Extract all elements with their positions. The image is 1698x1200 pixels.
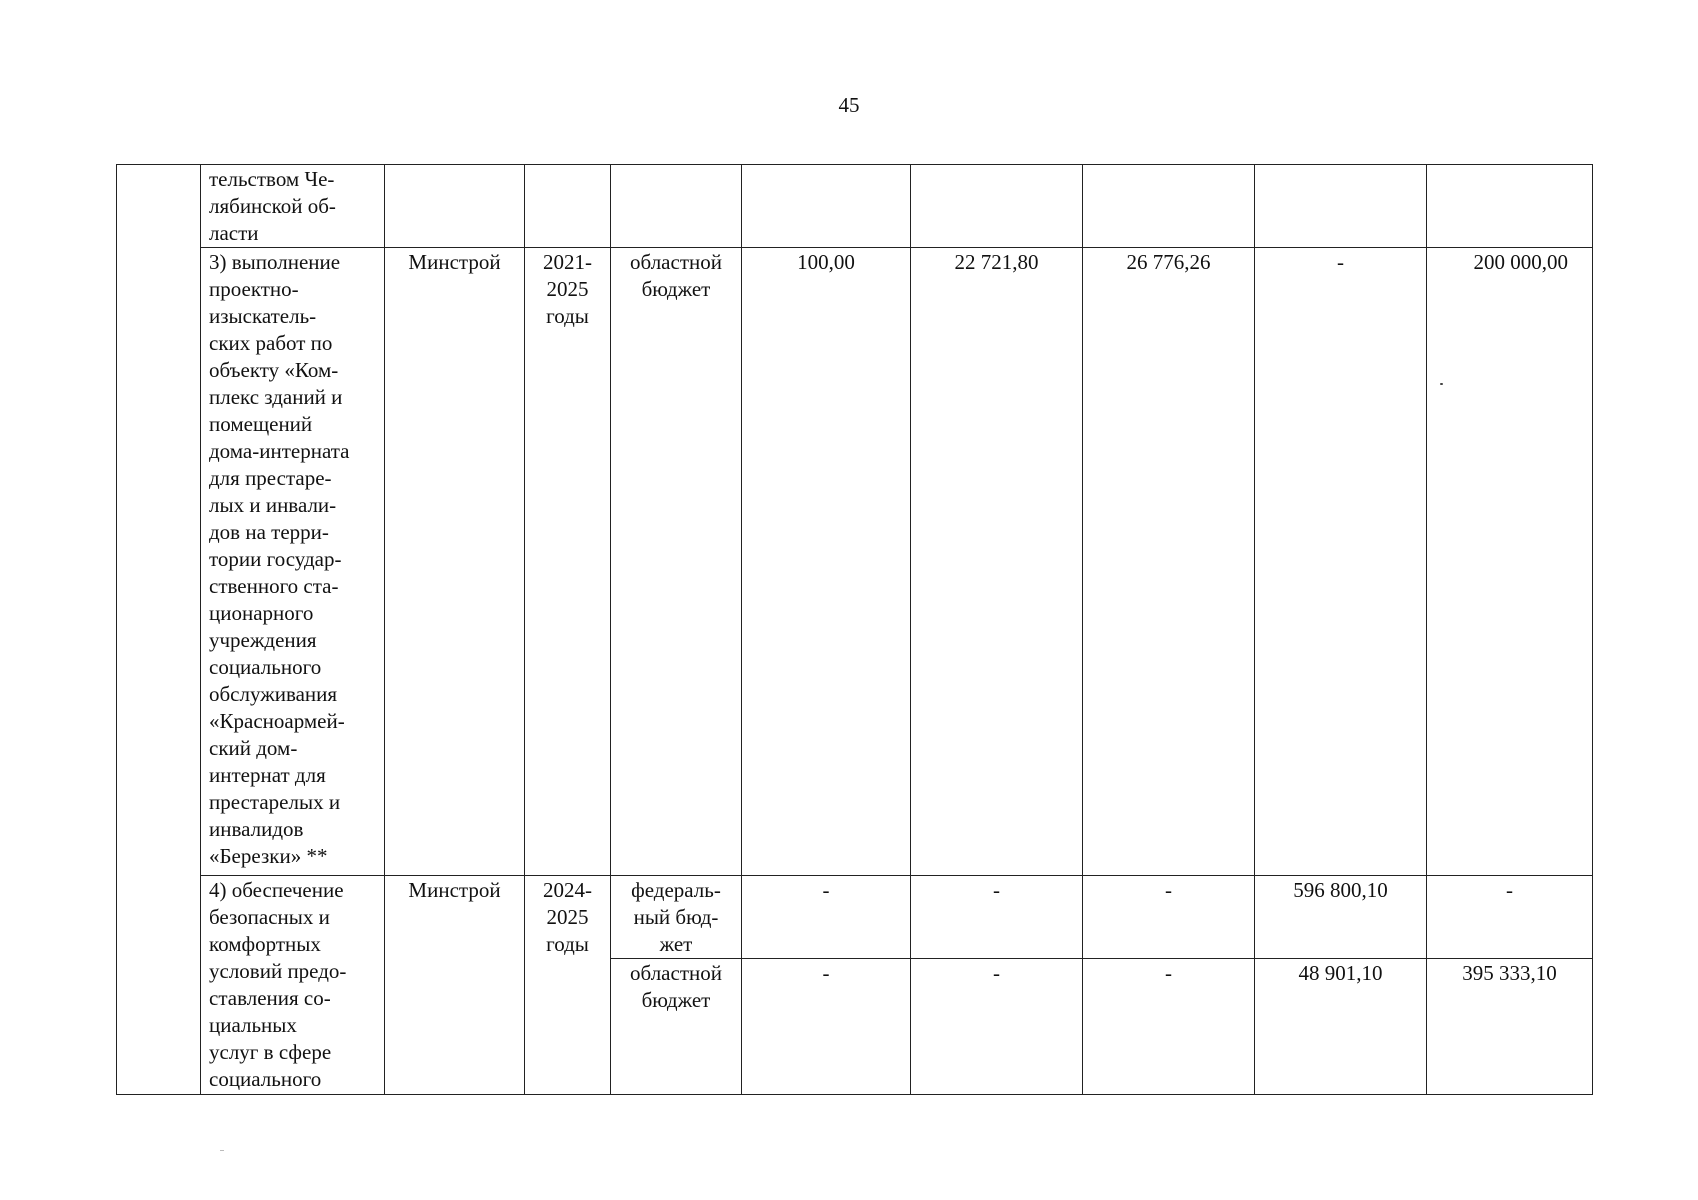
source-cell [611, 248, 742, 876]
name-line: объекту «Ком- [209, 358, 339, 382]
name-line: обслуживания [209, 682, 338, 706]
event-name-cell [201, 165, 385, 248]
name-line: ставления со- [209, 986, 331, 1010]
name-line: изыскатель- [209, 304, 317, 328]
years-cell [525, 876, 611, 1095]
value-cell: 395 333,10 [1427, 959, 1593, 1095]
source-cell [611, 876, 742, 959]
value-cell: 596 800,10 [1255, 876, 1427, 959]
name-line: лябинской об- [209, 194, 336, 218]
name-line: для престаре- [209, 466, 332, 490]
name-line: лых и инвали- [209, 493, 337, 517]
value-cell: - [1255, 248, 1427, 876]
source-line: бюджет [641, 988, 711, 1012]
source-line: областной [630, 961, 722, 985]
source-line: жет [659, 932, 693, 956]
value-cell [1255, 165, 1427, 248]
name-line: «Березки» ** [209, 844, 328, 868]
event-name-cell [201, 876, 385, 1095]
name-line: учреждения [209, 628, 317, 652]
name-line: престарелых и [209, 790, 341, 814]
number-column-cell [117, 165, 201, 1095]
executor-cell [385, 165, 525, 248]
source-line: ный бюд- [633, 905, 719, 929]
value-cell: - [1427, 876, 1593, 959]
years-line: 2025 [546, 277, 589, 301]
name-line: тории государ- [209, 547, 342, 571]
name-line: интернат для [209, 763, 326, 787]
name-line: дов на терри- [209, 520, 329, 544]
name-line: условий предо- [209, 959, 347, 983]
value-cell [1083, 165, 1255, 248]
name-line: услуг в сфере [209, 1040, 332, 1064]
source-line: бюджет [641, 277, 711, 301]
value-cell: 22 721,80 [911, 248, 1083, 876]
name-line: безопасных и [209, 905, 330, 929]
years-line: годы [546, 932, 589, 956]
value-cell: 48 901,10 [1255, 959, 1427, 1095]
source-cell [611, 959, 742, 1095]
event-name-cell [201, 248, 385, 876]
scan-speck [1440, 383, 1443, 385]
name-line: дома-интерната [209, 439, 350, 463]
table-row-continuation [117, 165, 1593, 248]
name-line: циальных [209, 1013, 297, 1037]
name-line: проектно- [209, 277, 299, 301]
value-cell [911, 165, 1083, 248]
value-cell: 100,00 [742, 248, 911, 876]
name-line: тельством Че- [209, 167, 335, 191]
value-cell: - [742, 876, 911, 959]
name-line: плекс зданий и [209, 385, 343, 409]
page-number: 45 [838, 93, 860, 117]
source-line: областной [630, 250, 722, 274]
name-line: ский дом- [209, 736, 298, 760]
executor-cell: Минстрой [385, 876, 525, 1095]
value-cell: - [1083, 876, 1255, 959]
name-line: социального [209, 1067, 322, 1091]
value-cell [742, 165, 911, 248]
table-row-item-4-federal [117, 876, 1593, 959]
years-line: 2021- [543, 250, 592, 274]
name-line: помещений [209, 412, 313, 436]
years-line: 2024- [543, 878, 592, 902]
name-line: социального [209, 655, 322, 679]
years-cell [525, 165, 611, 248]
name-line: 4) обеспечение [209, 878, 344, 902]
value-cell: - [911, 876, 1083, 959]
name-line: «Красноармей- [209, 709, 345, 733]
years-cell [525, 248, 611, 876]
source-line: федераль- [631, 878, 721, 902]
value-cell: - [1083, 959, 1255, 1095]
name-line: инвалидов [209, 817, 304, 841]
years-line: 2025 [546, 905, 589, 929]
name-line: ских работ по [209, 331, 333, 355]
value-cell: - [911, 959, 1083, 1095]
budget-table [116, 164, 1593, 1095]
source-cell [611, 165, 742, 248]
years-line: годы [546, 304, 589, 328]
name-line: ственного ста- [209, 574, 339, 598]
executor-cell: Минстрой [385, 248, 525, 876]
value-cell: - [742, 959, 911, 1095]
scan-speck [220, 1150, 224, 1151]
table-row-item-3 [117, 248, 1593, 876]
name-line: 3) выполнение [209, 250, 341, 274]
value-cell: 200 000,00 [1427, 248, 1593, 876]
name-line: ционарного [209, 601, 314, 625]
name-line: комфортных [209, 932, 321, 956]
name-line: ласти [209, 221, 259, 245]
value-cell [1427, 165, 1593, 248]
value-cell: 26 776,26 [1083, 248, 1255, 876]
